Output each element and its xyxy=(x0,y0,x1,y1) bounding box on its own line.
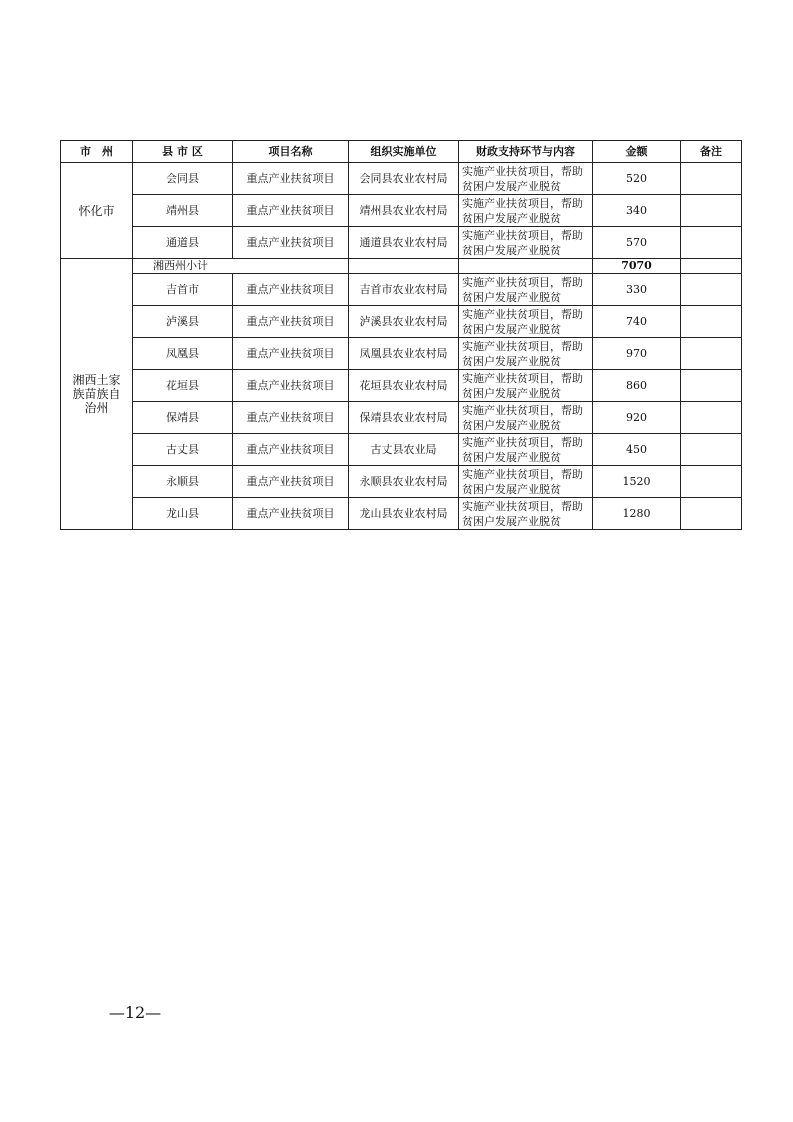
header-unit: 组织实施单位 xyxy=(349,141,459,163)
county-cell: 古丈县 xyxy=(133,434,233,466)
funding-table-container xyxy=(60,140,742,530)
project-cell: 重点产业扶贫项目 xyxy=(233,370,349,402)
content-cell: 实施产业扶贫项目，帮助贫困户发展产业脱贫 xyxy=(459,498,593,530)
project-cell: 重点产业扶贫项目 xyxy=(233,274,349,306)
unit-cell: 保靖县农业农村局 xyxy=(349,402,459,434)
unit-cell: 泸溪县农业农村局 xyxy=(349,306,459,338)
subtotal-content-empty xyxy=(459,259,593,274)
county-cell: 花垣县 xyxy=(133,370,233,402)
content-cell: 实施产业扶贫项目，帮助贫困户发展产业脱贫 xyxy=(459,370,593,402)
content-cell: 实施产业扶贫项目，帮助贫困户发展产业脱贫 xyxy=(459,434,593,466)
content-cell: 实施产业扶贫项目，帮助贫困户发展产业脱贫 xyxy=(459,306,593,338)
project-cell: 重点产业扶贫项目 xyxy=(233,402,349,434)
amount-cell: 1280 xyxy=(593,498,681,530)
note-cell xyxy=(681,163,742,195)
county-cell: 保靖县 xyxy=(133,402,233,434)
note-cell xyxy=(681,227,742,259)
county-cell: 吉首市 xyxy=(133,274,233,306)
amount-cell: 330 xyxy=(593,274,681,306)
unit-cell: 凤凰县农业农村局 xyxy=(349,338,459,370)
header-county: 县 市 区 xyxy=(133,141,233,163)
project-cell: 重点产业扶贫项目 xyxy=(233,227,349,259)
subtotal-amount: 7070 xyxy=(593,259,681,274)
note-cell xyxy=(681,466,742,498)
header-city: 市 州 xyxy=(61,141,133,163)
header-amount: 金额 xyxy=(593,141,681,163)
unit-cell: 古丈县农业局 xyxy=(349,434,459,466)
unit-cell: 吉首市农业农村局 xyxy=(349,274,459,306)
note-cell xyxy=(681,402,742,434)
county-cell: 龙山县 xyxy=(133,498,233,530)
amount-cell: 340 xyxy=(593,195,681,227)
city-cell-xiangxi: 湘西土家族苗族自治州 xyxy=(61,259,133,530)
city-cell-huaihua: 怀化市 xyxy=(61,163,133,259)
note-cell xyxy=(681,195,742,227)
project-cell: 重点产业扶贫项目 xyxy=(233,434,349,466)
subtotal-unit-empty xyxy=(349,259,459,274)
note-cell xyxy=(681,274,742,306)
unit-cell: 通道县农业农村局 xyxy=(349,227,459,259)
table-row xyxy=(61,306,742,338)
unit-cell: 花垣县农业农村局 xyxy=(349,370,459,402)
unit-cell: 会同县农业农村局 xyxy=(349,163,459,195)
table-row xyxy=(61,434,742,466)
note-cell xyxy=(681,338,742,370)
amount-cell: 570 xyxy=(593,227,681,259)
project-cell: 重点产业扶贫项目 xyxy=(233,163,349,195)
county-cell: 会同县 xyxy=(133,163,233,195)
unit-cell: 龙山县农业农村局 xyxy=(349,498,459,530)
funding-table xyxy=(60,140,742,530)
content-cell: 实施产业扶贫项目，帮助贫困户发展产业脱贫 xyxy=(459,195,593,227)
note-cell xyxy=(681,434,742,466)
county-cell: 永顺县 xyxy=(133,466,233,498)
amount-cell: 740 xyxy=(593,306,681,338)
table-row xyxy=(61,274,742,306)
content-cell: 实施产业扶贫项目，帮助贫困户发展产业脱贫 xyxy=(459,466,593,498)
amount-cell: 920 xyxy=(593,402,681,434)
content-cell: 实施产业扶贫项目，帮助贫困户发展产业脱贫 xyxy=(459,274,593,306)
table-row xyxy=(61,227,742,259)
table-header-row xyxy=(61,141,742,163)
county-cell: 泸溪县 xyxy=(133,306,233,338)
amount-cell: 450 xyxy=(593,434,681,466)
project-cell: 重点产业扶贫项目 xyxy=(233,498,349,530)
table-row xyxy=(61,498,742,530)
content-cell: 实施产业扶贫项目，帮助贫困户发展产业脱贫 xyxy=(459,227,593,259)
unit-cell: 靖州县农业农村局 xyxy=(349,195,459,227)
project-cell: 重点产业扶贫项目 xyxy=(233,338,349,370)
table-row xyxy=(61,466,742,498)
county-cell: 通道县 xyxy=(133,227,233,259)
content-cell: 实施产业扶贫项目，帮助贫困户发展产业脱贫 xyxy=(459,338,593,370)
content-cell: 实施产业扶贫项目，帮助贫困户发展产业脱贫 xyxy=(459,402,593,434)
project-cell: 重点产业扶贫项目 xyxy=(233,466,349,498)
table-row xyxy=(61,163,742,195)
note-cell xyxy=(681,306,742,338)
header-project: 项目名称 xyxy=(233,141,349,163)
table-row xyxy=(61,195,742,227)
note-cell xyxy=(681,498,742,530)
project-cell: 重点产业扶贫项目 xyxy=(233,195,349,227)
county-cell: 凤凰县 xyxy=(133,338,233,370)
amount-cell: 1520 xyxy=(593,466,681,498)
amount-cell: 520 xyxy=(593,163,681,195)
amount-cell: 970 xyxy=(593,338,681,370)
subtotal-note-empty xyxy=(681,259,742,274)
amount-cell: 860 xyxy=(593,370,681,402)
header-note: 备注 xyxy=(681,141,742,163)
table-row xyxy=(61,370,742,402)
subtotal-row xyxy=(61,259,742,274)
subtotal-label: 湘西州小计 xyxy=(133,259,349,274)
header-content: 财政支持环节与内容 xyxy=(459,141,593,163)
content-cell: 实施产业扶贫项目，帮助贫困户发展产业脱贫 xyxy=(459,163,593,195)
table-row xyxy=(61,402,742,434)
page-number: —12— xyxy=(108,1003,162,1022)
unit-cell: 永顺县农业农村局 xyxy=(349,466,459,498)
project-cell: 重点产业扶贫项目 xyxy=(233,306,349,338)
table-row xyxy=(61,338,742,370)
county-cell: 靖州县 xyxy=(133,195,233,227)
note-cell xyxy=(681,370,742,402)
